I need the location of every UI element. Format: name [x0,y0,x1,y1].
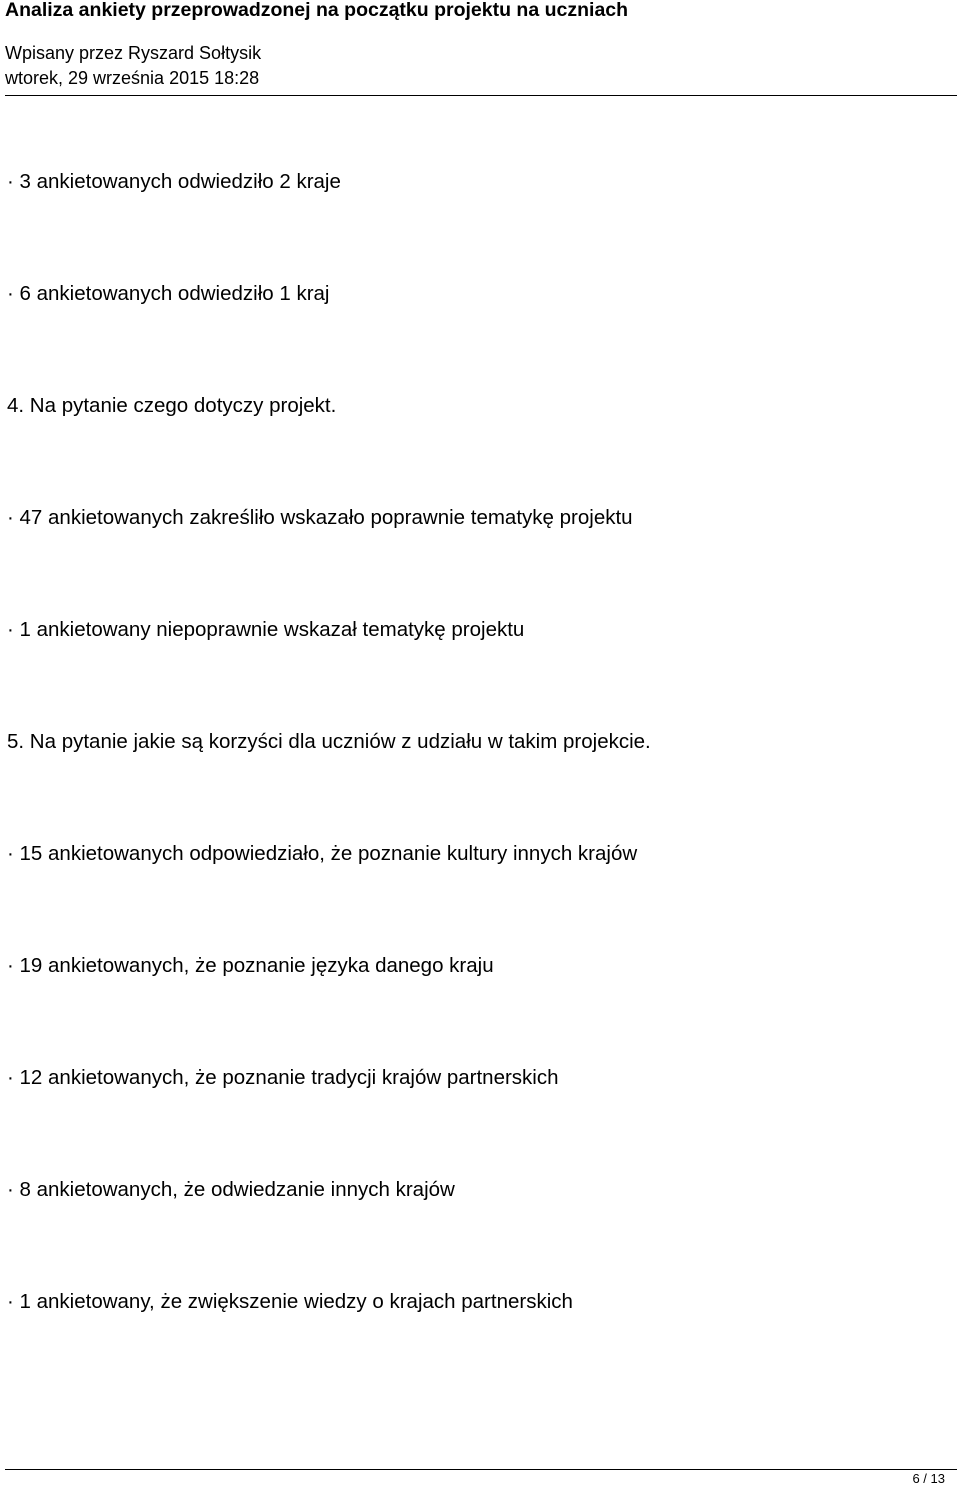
list-item: · 1 ankietowany niepoprawnie wskazał tematykę projektu [7,618,525,641]
list-item: · 12 ankietowanych, że poznanie tradycji krajów partnerskich [7,1066,559,1089]
list-item: · 8 ankietowanych, że odwiedzanie innych krajów [7,1178,455,1201]
list-item: · 1 ankietowany, że zwiększenie wiedzy o krajach partnerskich [7,1290,573,1313]
question-heading: 5. Na pytanie jakie są korzyści dla uczniów z udziału w takim projekcie. [7,730,651,753]
author-line: Wpisany przez Ryszard Sołtysik [5,43,262,63]
footer-divider [5,1469,957,1470]
date-line: wtorek, 29 września 2015 18:28 [5,68,260,88]
list-item: · 19 ankietowanych, że poznanie języka danego kraju [7,954,494,977]
list-item: · 3 ankietowanych odwiedziło 2 kraje [7,170,341,193]
page-title: Analiza ankiety przeprowadzonej na początku projektu na uczniach [5,0,629,21]
question-heading: 4. Na pytanie czego dotyczy projekt. [7,394,337,417]
list-item: · 15 ankietowanych odpowiedziało, że poznanie kultury innych krajów [7,842,638,865]
list-item: · 6 ankietowanych odwiedziło 1 kraj [7,282,330,305]
list-item: · 47 ankietowanych zakreśliło wskazało poprawnie tematykę projektu [7,506,633,529]
page-number: 6 / 13 [912,1471,945,1486]
header-divider [5,95,957,96]
